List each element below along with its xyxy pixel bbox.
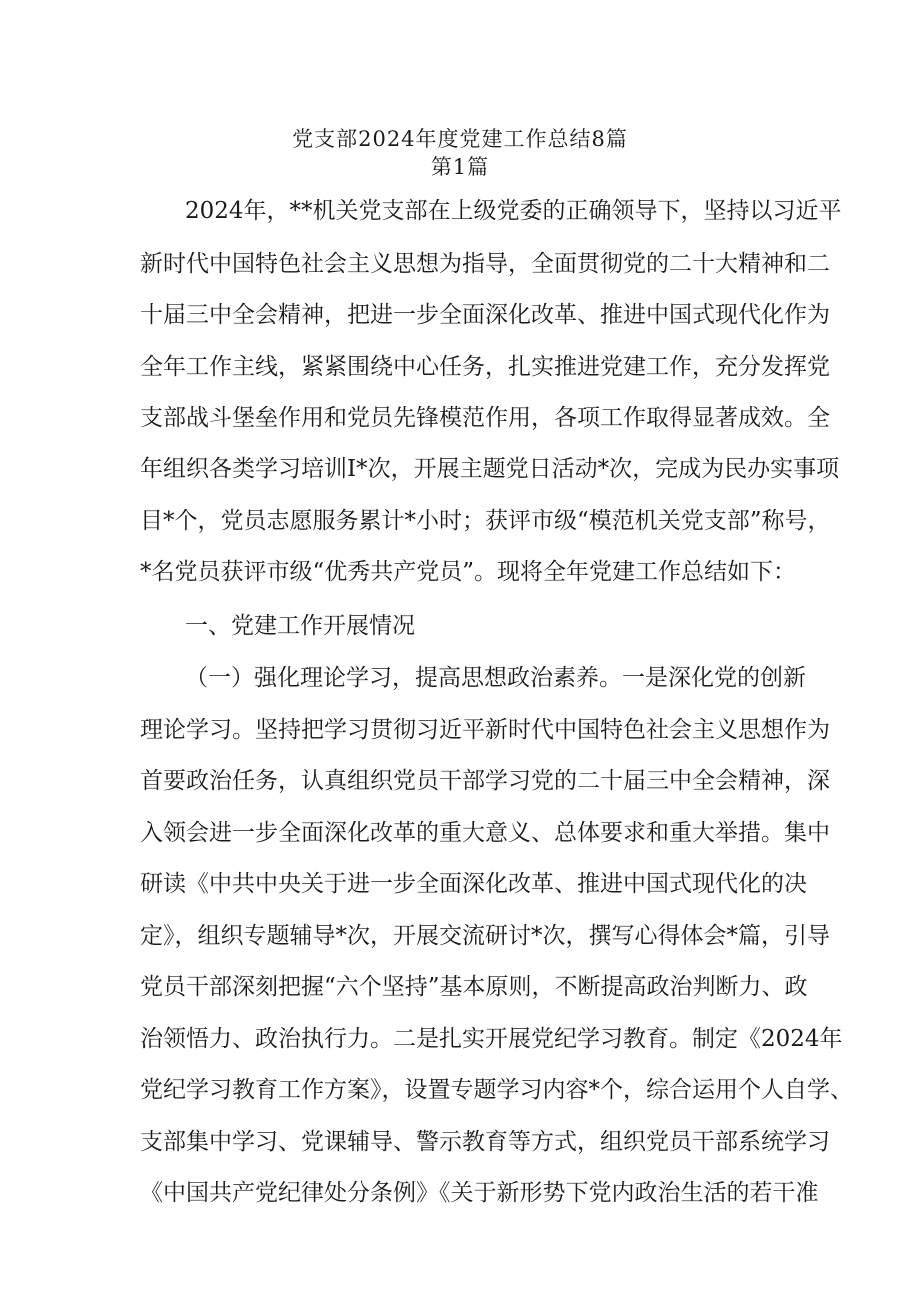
paragraph-line: 《中国共产党纪律处分条例》《关于新形势下党内政治生活的若干准 <box>140 1180 819 1206</box>
paragraph-line: *名党员获评市级“优秀共产党员”。现将全年党建工作总结如下： <box>140 559 797 585</box>
paragraph-line: 理论学习。坚持把学习贯彻习近平新时代中国特色社会主义思想作为 <box>140 717 830 743</box>
paragraph-line: 全年工作主线，紧紧围绕中心任务，扎实推进党建工作，充分发挥党 <box>140 354 830 380</box>
paragraph-line: 目*个，党员志愿服务累计*小时；获评市级“模范机关党支部”称号， <box>140 508 831 534</box>
document-subtitle: 第1篇 <box>430 155 490 179</box>
paragraph-line: （一）强化理论学习，提高思想政治素养。一是深化党的创新 <box>185 665 806 691</box>
paragraph-line: 2024年，**机关党支部在上级党委的正确领导下，坚持以习近平 <box>185 198 842 224</box>
paragraph-line: 党员干部深刻把握“六个坚持”基本原则，不断提高政治判断力、政 <box>140 974 808 1000</box>
paragraph-line: 十届三中全会精神，把进一步全面深化改革、推进中国式现代化作为 <box>140 302 830 328</box>
paragraph-line: 新时代中国特色社会主义思想为指导，全面贯彻党的二十大精神和二 <box>140 251 830 277</box>
section-heading: 一、党建工作开展情况 <box>185 613 415 639</box>
paragraph-line: 支部战斗堡垒作用和党员先锋模范作用，各项工作取得显著成效。全 <box>140 405 830 431</box>
paragraph-line: 年组织各类学习培训I*次，开展主题党日活动*次，完成为民办实事项 <box>140 456 840 482</box>
paragraph-line: 支部集中学习、党课辅导、警示教育等方式，组织党员干部系统学习 <box>140 1129 830 1155</box>
paragraph-line: 党纪学习教育工作方案》，设置专题学习内容*个，综合运用个人自学、 <box>140 1077 853 1103</box>
paragraph-line: 入领会进一步全面深化改革的重大意义、总体要求和重大举措。集中 <box>140 820 830 846</box>
paragraph-line: 治领悟力、政治执行力。二是扎实开展党纪学习教育。制定《2024年 <box>140 1026 843 1052</box>
document-title: 党支部2024年度党建工作总结8篇 <box>292 127 628 151</box>
paragraph-line: 研读《中共中央关于进一步全面深化改革、推进中国式现代化的决 <box>140 871 807 897</box>
paragraph-line: 定》，组织专题辅导*次，开展交流研讨*次，撰写心得体会*篇，引导 <box>140 923 830 949</box>
paragraph-line: 首要政治任务，认真组织党员干部学习党的二十届三中全会精神，深 <box>140 768 830 794</box>
